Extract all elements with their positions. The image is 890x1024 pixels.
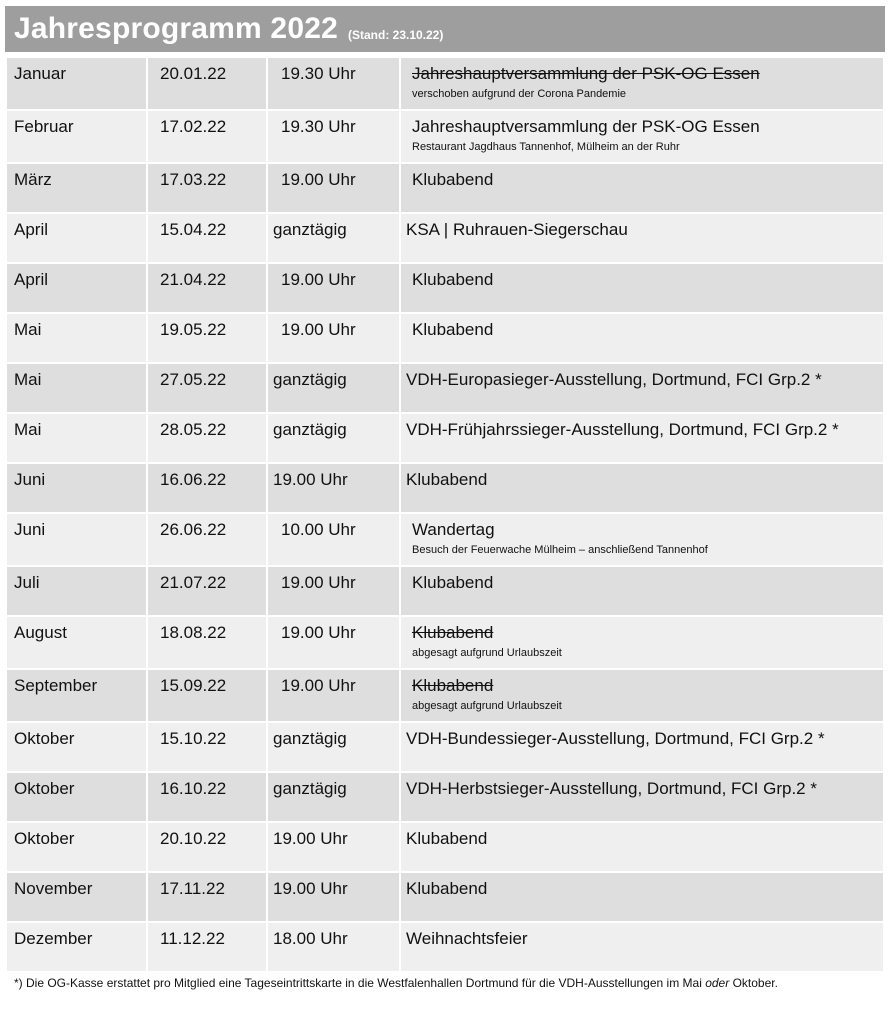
table-row bbox=[6, 922, 884, 972]
event-title: KSA | Ruhrauen-Siegerschau bbox=[406, 220, 628, 239]
footnote-text-after: Oktober. bbox=[729, 976, 778, 990]
event-note: Besuch der Feuerwache Mülheim – anschließend Tannenhof bbox=[412, 544, 708, 556]
event-cell bbox=[400, 313, 884, 363]
event-cell bbox=[400, 57, 884, 110]
table-row bbox=[6, 463, 884, 513]
time-cell: 19.30 Uhr bbox=[267, 110, 400, 163]
event-cell bbox=[400, 669, 884, 722]
event-title: Klubabend bbox=[412, 320, 494, 339]
month-cell: Januar bbox=[6, 57, 147, 110]
event-note: Restaurant Jagdhaus Tannenhof, Mülheim an der Ruhr bbox=[412, 141, 680, 153]
program-document bbox=[5, 6, 885, 973]
event-title: Klubabend bbox=[412, 170, 494, 189]
event-note: abgesagt aufgrund Urlaubszeit bbox=[412, 700, 562, 712]
event-title: Klubabend bbox=[412, 623, 494, 642]
time-cell: 19.30 Uhr bbox=[267, 57, 400, 110]
time-cell: 18.00 Uhr bbox=[267, 922, 400, 972]
table-row bbox=[6, 722, 884, 772]
event-cell bbox=[400, 822, 884, 872]
table-row bbox=[6, 616, 884, 669]
time-cell: 19.00 Uhr bbox=[267, 822, 400, 872]
month-cell: März bbox=[6, 163, 147, 213]
time-cell: ganztägig bbox=[267, 363, 400, 413]
stand-date: (Stand: 23.10.22) bbox=[347, 28, 444, 42]
date-cell: 15.09.22 bbox=[147, 669, 267, 722]
event-title: Klubabend bbox=[412, 676, 494, 695]
event-cell bbox=[400, 513, 884, 566]
schedule-table bbox=[5, 56, 885, 973]
event-title: Klubabend bbox=[406, 829, 488, 848]
date-cell: 18.08.22 bbox=[147, 616, 267, 669]
time-cell: ganztägig bbox=[267, 213, 400, 263]
date-cell: 21.04.22 bbox=[147, 263, 267, 313]
table-row bbox=[6, 213, 884, 263]
footnote-text-before: ) Die OG-Kasse erstattet pro Mitglied eine Tageseintrittskarte in die Westfalenhallen Dortmund für die VDH-Ausstellungen im Mai bbox=[18, 976, 706, 990]
event-cell bbox=[400, 616, 884, 669]
event-cell bbox=[400, 413, 884, 463]
month-cell: Juni bbox=[6, 463, 147, 513]
time-cell: ganztägig bbox=[267, 413, 400, 463]
table-row bbox=[6, 163, 884, 213]
month-cell: Mai bbox=[6, 363, 147, 413]
date-cell: 20.10.22 bbox=[147, 822, 267, 872]
event-title: VDH-Frühjahrssieger-Ausstellung, Dortmund, FCI Grp.2 * bbox=[406, 420, 839, 439]
date-cell: 27.05.22 bbox=[147, 363, 267, 413]
month-cell: April bbox=[6, 263, 147, 313]
footnote-marker: * bbox=[14, 976, 19, 990]
event-cell bbox=[400, 722, 884, 772]
table-row bbox=[6, 413, 884, 463]
date-cell: 11.12.22 bbox=[147, 922, 267, 972]
date-cell: 17.03.22 bbox=[147, 163, 267, 213]
event-cell bbox=[400, 772, 884, 822]
date-cell: 17.11.22 bbox=[147, 872, 267, 922]
date-cell: 17.02.22 bbox=[147, 110, 267, 163]
table-row bbox=[6, 772, 884, 822]
date-cell: 19.05.22 bbox=[147, 313, 267, 363]
date-cell: 20.01.22 bbox=[147, 57, 267, 110]
event-cell bbox=[400, 922, 884, 972]
time-cell: ganztägig bbox=[267, 722, 400, 772]
table-row bbox=[6, 57, 884, 110]
month-cell: Juli bbox=[6, 566, 147, 616]
time-cell: 10.00 Uhr bbox=[267, 513, 400, 566]
time-cell: 19.00 Uhr bbox=[267, 463, 400, 513]
footnote-emphasis: oder bbox=[705, 976, 730, 990]
month-cell: April bbox=[6, 213, 147, 263]
table-row bbox=[6, 566, 884, 616]
table-row bbox=[6, 110, 884, 163]
event-title: VDH-Europasieger-Ausstellung, Dortmund, FCI Grp.2 * bbox=[406, 370, 822, 389]
time-cell: 19.00 Uhr bbox=[267, 872, 400, 922]
event-title: Weihnachtsfeier bbox=[406, 929, 528, 948]
event-title: Wandertag bbox=[412, 520, 495, 539]
date-cell: 26.06.22 bbox=[147, 513, 267, 566]
event-cell bbox=[400, 213, 884, 263]
time-cell: 19.00 Uhr bbox=[267, 566, 400, 616]
event-title: Jahreshauptversammlung der PSK-OG Essen bbox=[412, 117, 760, 136]
event-cell bbox=[400, 872, 884, 922]
table-row bbox=[6, 263, 884, 313]
event-cell bbox=[400, 263, 884, 313]
month-cell: Oktober bbox=[6, 822, 147, 872]
table-row bbox=[6, 669, 884, 722]
title-bar bbox=[5, 6, 885, 56]
table-row bbox=[6, 363, 884, 413]
date-cell: 16.06.22 bbox=[147, 463, 267, 513]
date-cell: 15.10.22 bbox=[147, 722, 267, 772]
time-cell: 19.00 Uhr bbox=[267, 163, 400, 213]
event-title: Klubabend bbox=[406, 470, 488, 489]
event-title: VDH-Bundessieger-Ausstellung, Dortmund, FCI Grp.2 * bbox=[406, 729, 825, 748]
table-row bbox=[6, 872, 884, 922]
time-cell: 19.00 Uhr bbox=[267, 669, 400, 722]
month-cell: September bbox=[6, 669, 147, 722]
month-cell: Februar bbox=[6, 110, 147, 163]
month-cell: Oktober bbox=[6, 772, 147, 822]
table-row bbox=[6, 513, 884, 566]
event-title: Klubabend bbox=[412, 573, 494, 592]
page-title: Jahresprogramm 2022 bbox=[14, 12, 338, 45]
event-cell bbox=[400, 363, 884, 413]
event-title: Jahreshauptversammlung der PSK-OG Essen bbox=[412, 64, 760, 83]
time-cell: 19.00 Uhr bbox=[267, 263, 400, 313]
date-cell: 15.04.22 bbox=[147, 213, 267, 263]
event-title: VDH-Herbstsieger-Ausstellung, Dortmund, FCI Grp.2 * bbox=[406, 779, 817, 798]
time-cell: 19.00 Uhr bbox=[267, 616, 400, 669]
month-cell: Mai bbox=[6, 313, 147, 363]
event-note: abgesagt aufgrund Urlaubszeit bbox=[412, 647, 562, 659]
month-cell: Mai bbox=[6, 413, 147, 463]
event-title: Klubabend bbox=[406, 879, 488, 898]
date-cell: 16.10.22 bbox=[147, 772, 267, 822]
event-title: Klubabend bbox=[412, 270, 494, 289]
time-cell: ganztägig bbox=[267, 772, 400, 822]
event-note: verschoben aufgrund der Corona Pandemie bbox=[412, 88, 627, 100]
month-cell: Oktober bbox=[6, 722, 147, 772]
table-row bbox=[6, 313, 884, 363]
event-cell bbox=[400, 566, 884, 616]
event-cell bbox=[400, 110, 884, 163]
event-cell bbox=[400, 463, 884, 513]
time-cell: 19.00 Uhr bbox=[267, 313, 400, 363]
date-cell: 21.07.22 bbox=[147, 566, 267, 616]
month-cell: November bbox=[6, 872, 147, 922]
month-cell: August bbox=[6, 616, 147, 669]
month-cell: Dezember bbox=[6, 922, 147, 972]
event-cell bbox=[400, 163, 884, 213]
table-row bbox=[6, 822, 884, 872]
month-cell: Juni bbox=[6, 513, 147, 566]
footnote bbox=[14, 976, 778, 990]
date-cell: 28.05.22 bbox=[147, 413, 267, 463]
